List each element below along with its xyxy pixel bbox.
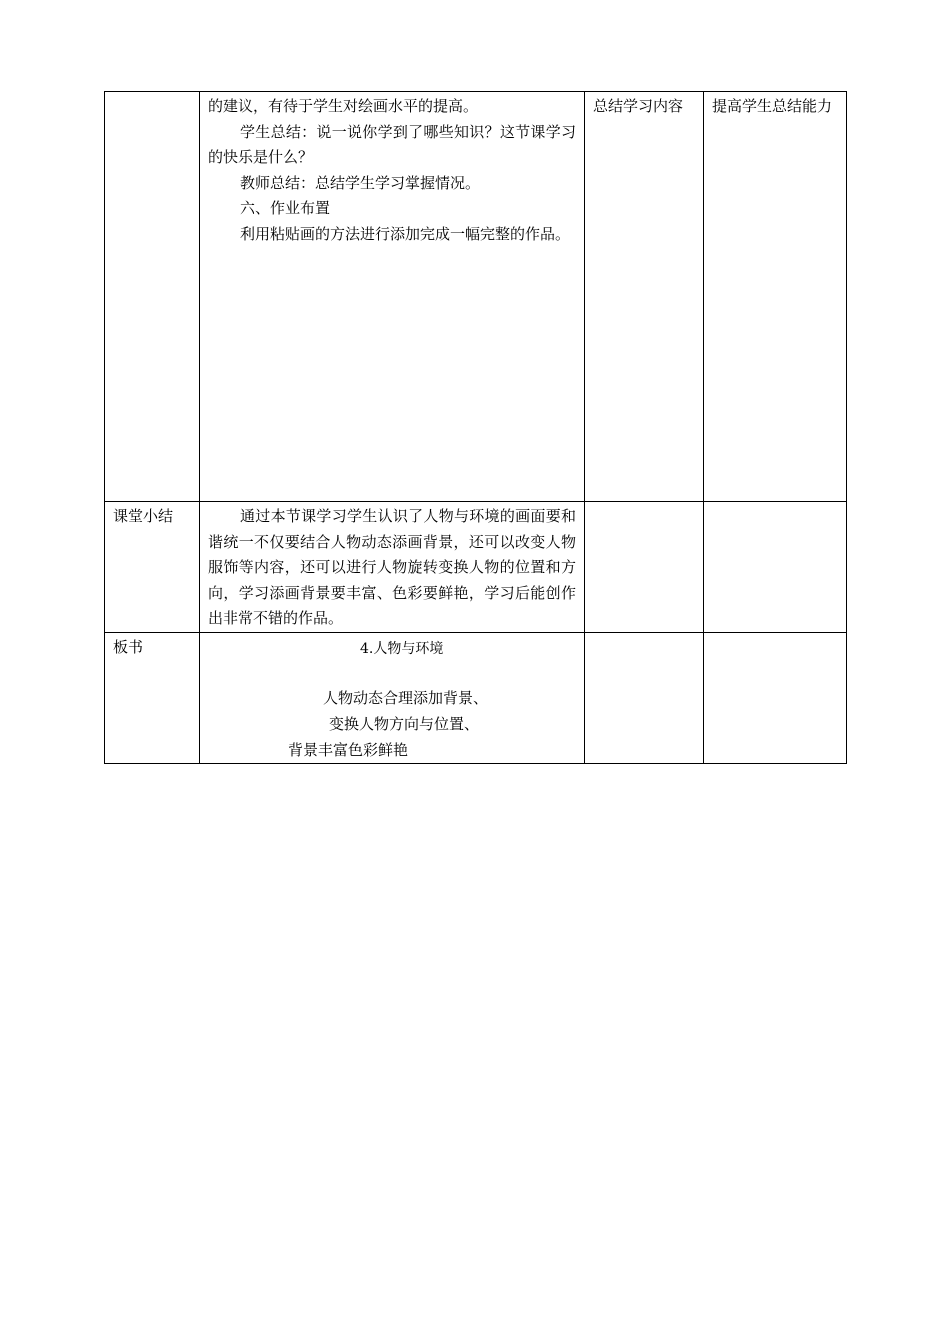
table-row bbox=[105, 502, 847, 633]
blackboard-content-cell bbox=[200, 632, 585, 763]
row-label-summary: 课堂小结 bbox=[105, 502, 200, 633]
summary-paragraph: 通过本节课学习学生认识了人物与环境的画面要和谐统一不仅要结合人物动态添画背景，还可以改变人物服饰等内容，还可以进行人物旋转变换人物的位置和方向，学习添画背景要丰富、色彩要鲜艳，学习后能创作出非常不错的作品。 bbox=[208, 507, 576, 627]
blackboard-line: 背景丰富色彩鲜艳 bbox=[288, 740, 409, 759]
content-paragraph: 的建议，有待于学生对绘画水平的提高。 bbox=[208, 97, 479, 115]
empty-cell bbox=[585, 632, 704, 763]
content-paragraph: 利用粘贴画的方法进行添加完成一幅完整的作品。 bbox=[240, 224, 571, 243]
content-paragraph: 六、作业布置 bbox=[240, 199, 331, 217]
summary-content-cell bbox=[200, 502, 585, 633]
content-paragraph: 学生总结：说一说你学到了哪些知识？这节课学习的快乐是什么？ bbox=[208, 122, 576, 166]
empty-cell bbox=[704, 502, 847, 633]
table-row bbox=[105, 632, 847, 763]
blackboard-line: 变换人物方向与位置、 bbox=[329, 714, 480, 733]
content-paragraph: 教师总结：总结学生学习掌握情况。 bbox=[240, 173, 481, 192]
row-label bbox=[105, 92, 200, 502]
empty-cell bbox=[585, 502, 704, 633]
design-intent-cell: 总结学习内容 bbox=[585, 92, 704, 502]
blackboard-title: 4.人物与环境 bbox=[360, 640, 444, 657]
row-label-blackboard: 板书 bbox=[105, 632, 200, 763]
table-row bbox=[105, 92, 847, 502]
blackboard-line: 人物动态合理添加背景、 bbox=[323, 688, 489, 707]
lesson-plan-table bbox=[104, 91, 847, 764]
goal-cell: 提高学生总结能力 bbox=[704, 92, 847, 502]
empty-cell bbox=[704, 632, 847, 763]
lesson-content-cell bbox=[200, 92, 585, 502]
